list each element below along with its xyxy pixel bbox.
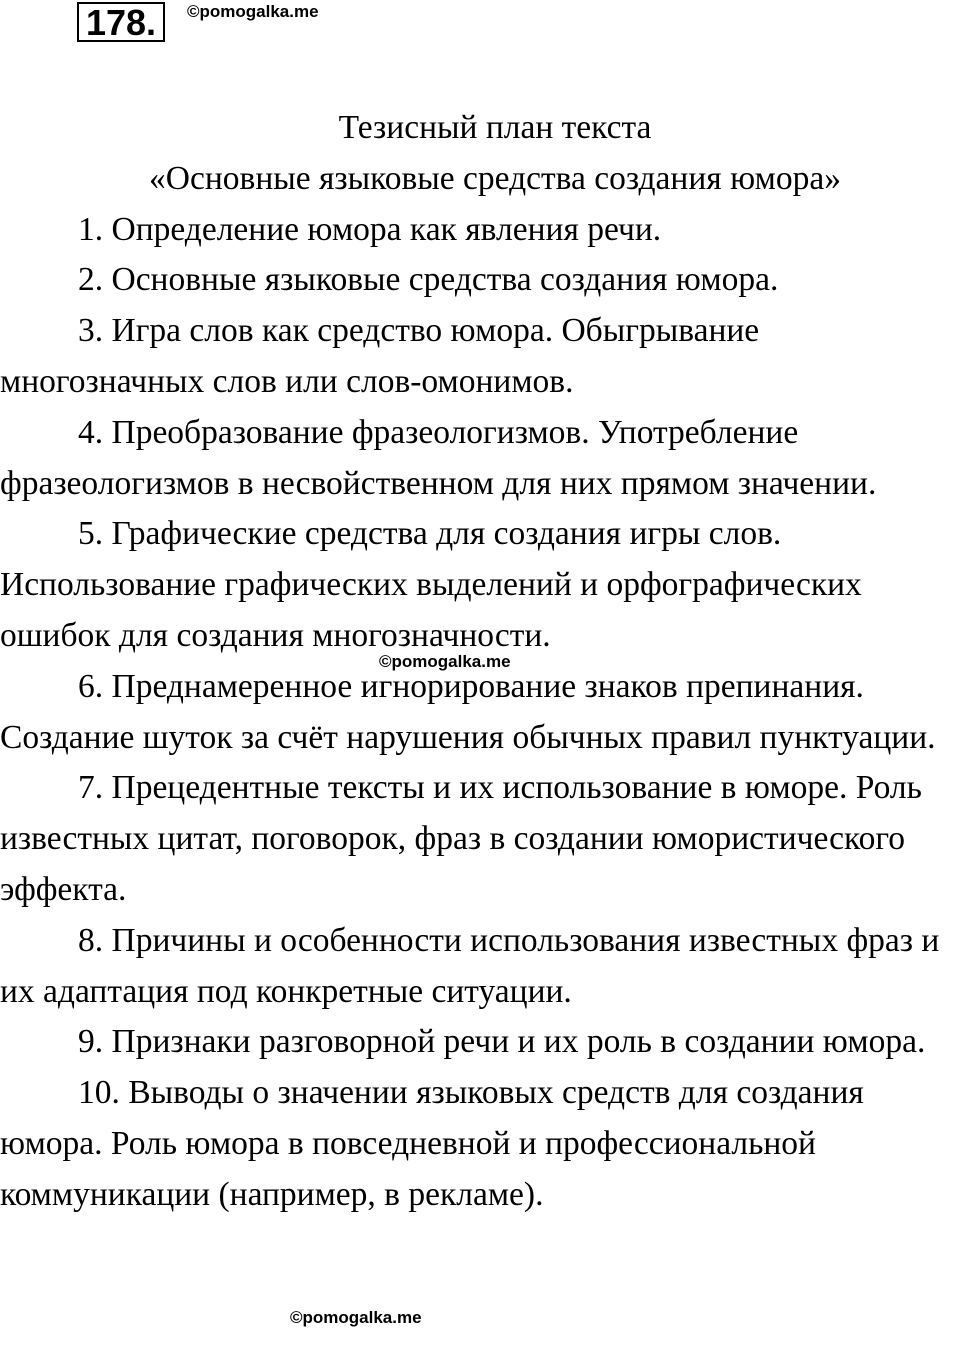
plan-item-4: 4. Преобразование фразеологизмов. Употребление фразеологизмов в несвойственном для них прямом значении. [0, 413, 877, 502]
task-number-box: 178. [77, 2, 165, 42]
plan-item-6: 6. Преднамеренное игнорирование знаков препинания. Создание шуток за счёт нарушения обычных правил пунктуации. [0, 667, 936, 756]
watermark-middle: ©pomogalka.me [379, 652, 511, 671]
plan-item-5: 5. Графические средства для создания игры слов. Использование графических выделений и орфографических ошибок для создания многозначности. [0, 515, 862, 654]
document-title: Тезисный план текста [338, 109, 652, 146]
plan-item-7: 7. Прецедентные тексты и их использование в юморе. Роль известных цитат, поговорок, фраз в создании юмористического эффекта. [0, 769, 922, 908]
document-subtitle: «Основные языковые средства создания юмора» [149, 159, 841, 197]
plan-item-8: 8. Причины и особенности использования известных фраз и их адаптация под конкретные ситуации. [0, 921, 940, 1010]
plan-item-3: 3. Игра слов как средство юмора. Обыгрывание многозначных слов или слов-омонимов. [0, 312, 760, 400]
watermark-top: ©pomogalka.me [187, 2, 319, 21]
plan-item-10: 10. Выводы о значении языковых средств для создания юмора. Роль юмора в повседневной и профессиональной коммуникации (например, в рекламе). [0, 1074, 864, 1213]
watermark-bottom: ©pomogalka.me [290, 1308, 422, 1327]
plan-item-2: 2. Основные языковые средства создания юмора. [78, 261, 779, 299]
plan-item-1: 1. Определение юмора как явления речи. [78, 210, 662, 248]
plan-item-9: 9. Признаки разговорной речи и их роль в создании юмора. [78, 1023, 926, 1061]
